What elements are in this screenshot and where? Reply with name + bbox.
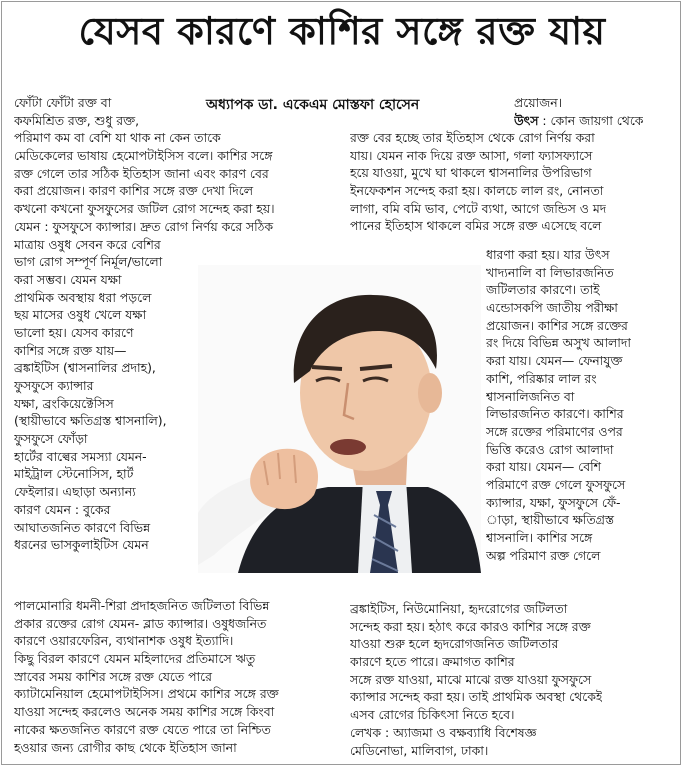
text-line: লেখক : অ্যাজমা ও বক্ষব্যাধি বিশেষজ্ঞ <box>350 724 537 740</box>
text-line: ভালো হয়। যেসব কারণে <box>14 324 134 340</box>
text-line: ফুসফুসে ফোঁড়া <box>14 431 88 447</box>
text-line: যাওয়া সন্দেহ করলেও অনেক সময় কাশির সঙ্গে কিংবা <box>14 704 275 720</box>
text-line: যক্ষা, ব্রংকিয়েক্টেসিস <box>14 395 114 411</box>
author-byline: অধ্যাপক ডা. একেএম মোস্তফা হোসেন <box>206 97 420 113</box>
text-line: রং দিয়ে বিভিন্ন অসুখ আলাদা <box>486 335 631 351</box>
text-line: মেডিকেলের ভাষায় হেমোপটাইসিস বলে। কাশির সঙ্গে <box>14 148 273 164</box>
text-line: খাদ্যনালি বা লিভারজনিত <box>486 264 614 280</box>
text-line: কাশি, পরিষ্কার লাল রং <box>486 370 597 386</box>
text-line: মাত্রায় ওষুধ সেবন করে বেশির <box>14 236 161 252</box>
text-line: াড়া, স্থায়ীভাবে ক্ষতিগ্রস্ত <box>486 512 614 528</box>
text-line: শ্বাসনালি। কাশির সঙ্গে <box>486 530 593 545</box>
text-line: রক্ত বের হচ্ছে তার ইতিহাস থেকে রোগ নির্ণয় করা <box>350 130 595 145</box>
text-line: ধরনের ভাসকুলাইটিস যেমন <box>14 537 149 553</box>
text-line: করা যায়। যেমন— ফেনাযুক্ত <box>486 353 623 369</box>
text-line: এন্ডোসকপি জাতীয় পরীক্ষা <box>486 300 618 316</box>
text-line: হওয়ার জন্য রোগীর কাছ থেকে ইতিহাস জানা <box>14 739 237 755</box>
text-line: মেডিনোভা, মালিবাগ, ঢাকা। <box>350 742 489 758</box>
text-line: ফেইলার। এছাড়া অন্যান্য <box>14 484 136 500</box>
text-line: সঙ্গে রক্ত যাওয়া, মাঝে মাঝে রক্ত যাওয়া ফুসফুসে <box>350 671 592 687</box>
text-line: ভাগ রোগ সম্পূর্ণ নির্মূল/ভালো <box>14 254 163 270</box>
text-line: ভিত্তি করেও রোগ আলাদা <box>486 441 614 457</box>
coughing-man-photo <box>198 265 481 573</box>
text-line: জটিলতার কারণে। তাই <box>486 282 600 298</box>
right-top-text <box>514 94 643 129</box>
text-line: কারণে ওয়ারফেরিন, ব্যথানাশক ওষুধ ইত্যাদি। <box>14 633 234 649</box>
text-line: সঙ্গে রক্তের পরিমাণের ওপর <box>486 423 623 439</box>
source-label: উৎস <box>514 112 539 128</box>
text-line: প্রকার রক্তের রোগ যেমন- ব্লাড ক্যান্সার। ওষুধজনিত <box>14 615 267 631</box>
text-line: ব্রঙ্কাইটিস (শ্বাসনালির প্রদাহ), <box>14 360 156 376</box>
text-line: এসব রোগের চিকিৎসা নিতে হবে। <box>350 707 515 723</box>
text-line: করা প্রয়োজন। কারণ কাশির সঙ্গে রক্ত দেখা দিলে <box>14 183 253 199</box>
text-line: রক্ত গেলে তার সঠিক ইতিহাস জানা এবং কারণ বের <box>14 165 269 181</box>
text-line: উৎস : কোন জায়গা থেকে <box>514 112 644 128</box>
text-line: পরিমাণ কম বা বেশি যা থাক না কেন তাকে <box>14 130 221 146</box>
text-line: ফোঁটা ফোঁটা রক্ত বা <box>14 95 112 110</box>
text-line: যাওয়া শুরু হলে হৃদরোগজনিত জটিলতার <box>350 636 559 652</box>
coughing-man-illustration <box>198 265 481 573</box>
text-line: হার্টের বাল্বের সমস্যা যেমন- <box>14 448 147 464</box>
bottom-left-text <box>14 597 279 756</box>
text-line: করা সম্ভব। যেমন যক্ষা <box>14 271 122 287</box>
text-line: নাকের ক্ষতজনিত কারণে রক্ত যেতে পারে তা নিশ্চিত <box>14 721 271 737</box>
text-line: স্রাবের সময় কাশির সঙ্গে রক্ত যেতে পারে <box>14 668 212 684</box>
text-line: পানের ইতিহাস থাকলে বমির সঙ্গে রক্ত এসেছে বলে <box>350 218 602 234</box>
text-line: হয়ে যাওয়া, মুখে ঘা থাকলে শ্বাসনালির উপরিভাগ <box>350 165 592 181</box>
text-line: প্রয়োজন। <box>514 95 563 110</box>
text-line: কারণে হতে পারে। ক্রমাগত কাশির <box>350 654 515 670</box>
text-line: ফুসফুসে ক্যান্সার <box>14 378 94 393</box>
text-line: যেমন : ফুসফুসে ক্যান্সার। দ্রুত রোগ নির্ণয় করে সঠিক <box>14 218 273 234</box>
text-line: ক্যান্সার, যক্ষা, ফুসফুসে ফেঁ- <box>486 494 621 510</box>
text-line: প্রয়োজন। কাশির সঙ্গে রক্তের <box>486 317 628 333</box>
text-line: (স্থায়ীভাবে ক্ষতিগ্রস্ত শ্বাসনালি), <box>14 413 167 429</box>
text-line: ধারণা করা হয়। যার উৎস <box>486 247 610 262</box>
text-line: প্রাথমিক অবস্থায় ধরা পড়লে <box>14 289 152 305</box>
text-line: আঘাতজনিত কারণে বিভিন্ন <box>14 519 151 535</box>
text-line: যায়। যেমন নাক দিয়ে রক্ত আসা, গলা ফ্যাসফ্যাসে <box>350 147 593 163</box>
text-line: লাগা, বমি বমি ভাব, পেটে ব্যথা, আগে জন্ডিস ও মদ <box>350 200 607 216</box>
text-line: পরিমাণে রক্ত গেলে ফুসফুসে <box>486 476 626 492</box>
text-line: শ্বাসনালিজনিত বা <box>486 388 575 404</box>
text-line: ব্রঙ্কাইটিস, নিউমোনিয়া, হৃদরোগের জটিলতা <box>350 601 568 616</box>
text-line: কারণ যেমন : বুকের <box>14 501 111 517</box>
text-line: পালমোনারি ধমনী-শিরা প্রদাহজনিত জটিলতা বিভিন্ন <box>14 598 270 613</box>
text-line: সন্দেহ করা হয়। হঠাৎ করে কারও কাশির সঙ্গে রক্ত <box>350 618 591 634</box>
text-line: ইনফেকশন সন্দেহ করা হয়। কালচে লাল রং, নোনতা <box>350 183 604 199</box>
text-line: কফমিশ্রিত রক্ত, শুধু রক্ত, <box>14 112 140 128</box>
bottom-right-text <box>350 600 602 759</box>
text-line: ক্যাটামেনিয়াল হেমোপটাইসিস। প্রথমে কাশির সঙ্গে রক্ত <box>14 686 279 702</box>
text-line: লিভারজনিত কারণে। কাশির <box>486 406 624 422</box>
text-line: ছয় মাসের ওষুধ খেলে যক্ষা <box>14 307 147 323</box>
text-line: কখনো কখনো ফুসফুসের জটিল রোগ সন্দেহ করা হয়। <box>14 201 275 217</box>
text-line: মাইট্রাল স্টেনোসিস, হার্ট <box>14 466 134 482</box>
text-line: অল্প পরিমাণ রক্ত গেলে <box>486 547 601 563</box>
right-column-text <box>486 246 631 564</box>
article-headline: যেসব কারণে কাশির সঙ্গে রক্ত যায় <box>78 9 606 53</box>
text-line: করা যায়। যেমন— বেশি <box>486 459 601 475</box>
text-line: কিছু বিরল কারণে যেমন মহিলাদের প্রতিমাসে ঋতু <box>14 651 256 667</box>
text-line: কাশির সঙ্গে রক্ত যায়— <box>14 342 127 358</box>
text-line: ক্যান্সার সন্দেহ করা হয়। তাই প্রাথমিক অবস্থা থেকেই <box>350 689 603 705</box>
mid-right-text <box>350 129 606 235</box>
